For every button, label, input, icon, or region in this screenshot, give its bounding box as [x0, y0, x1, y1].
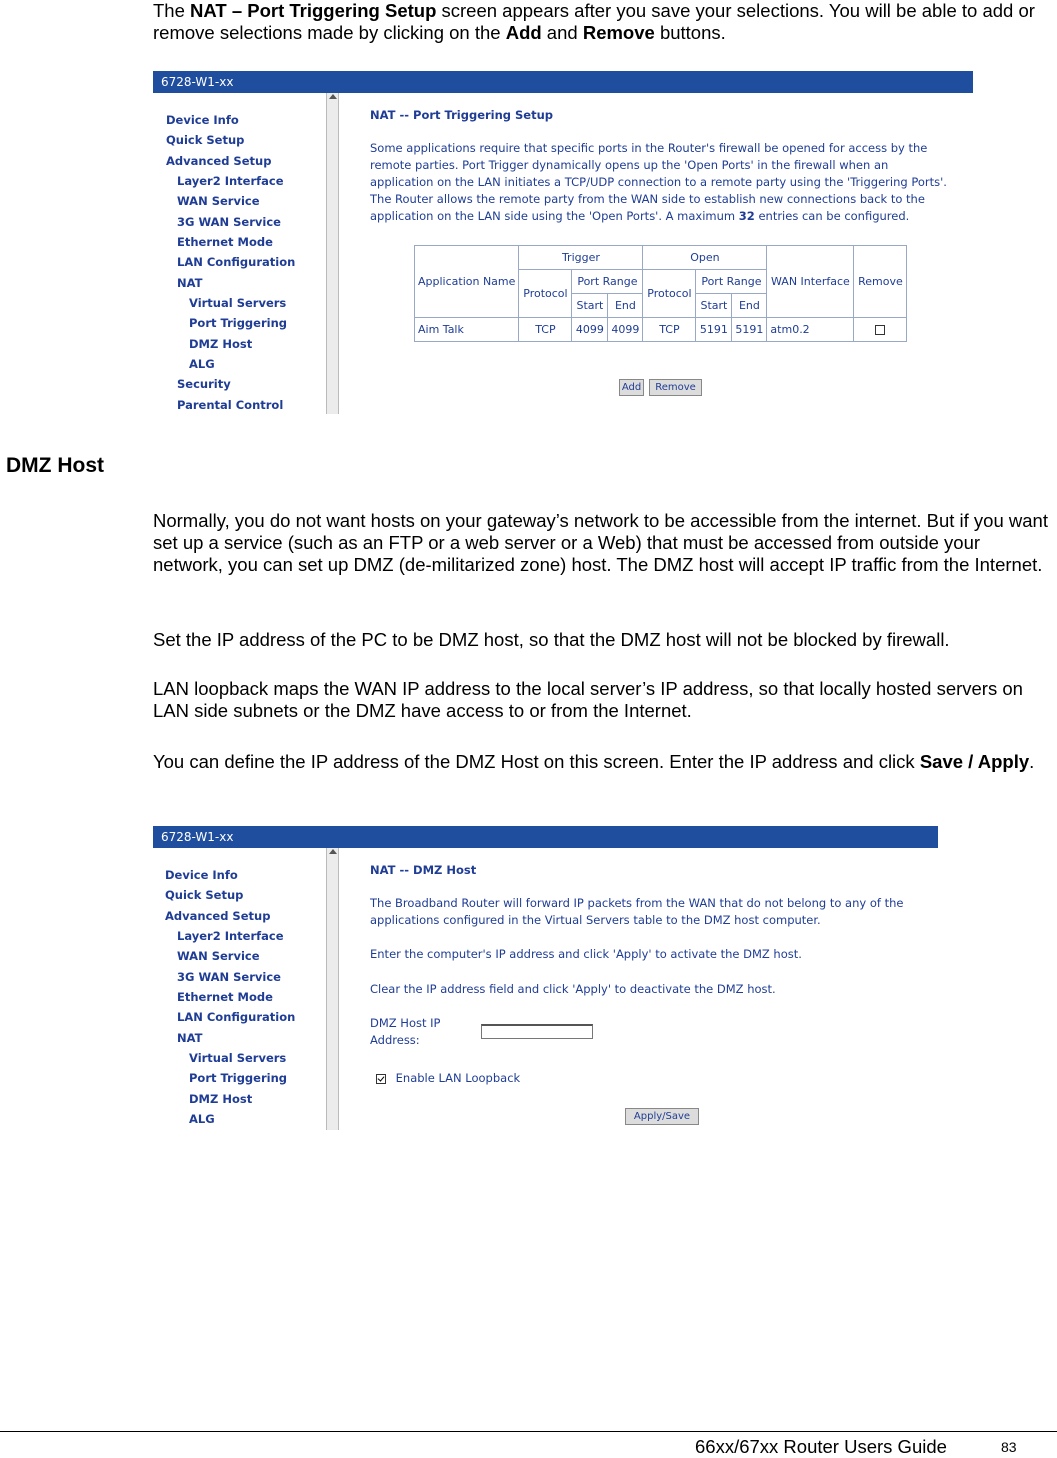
apply-save-button[interactable]: Apply/Save: [625, 1108, 699, 1125]
sidebar-nav: [153, 848, 325, 1130]
header-trigger-port-range: Port Range: [572, 270, 643, 294]
page-title: NAT -- Port Triggering Setup: [370, 108, 554, 122]
scroll-up-arrow-icon[interactable]: [329, 849, 337, 854]
header-open-start: Start: [696, 294, 732, 318]
nav-layer2-interface[interactable]: Layer2 Interface: [177, 174, 284, 188]
dmz-ip-label: [370, 1015, 470, 1049]
nav-port-triggering[interactable]: Port Triggering: [189, 316, 287, 330]
nav-wan-service[interactable]: WAN Service: [177, 194, 260, 208]
window-title-bar: 6728-W1-xx: [153, 826, 938, 848]
cell-remove: [854, 318, 907, 342]
nav-device-info[interactable]: Device Info: [165, 868, 238, 882]
main-content: [370, 93, 963, 414]
dmz-ip-label-line2: Address:: [370, 1033, 420, 1047]
page-title: NAT -- DMZ Host: [370, 863, 477, 877]
dmz-activate-text: Enter the computer's IP address and click 'Apply' to activate the DMZ host.: [370, 947, 802, 961]
cell-open-protocol: TCP: [643, 318, 696, 342]
paragraph-2: Set the IP address of the PC to be DMZ host, so that the DMZ host will not be blocked by firewall.: [153, 629, 950, 650]
nav-nat[interactable]: NAT: [177, 276, 203, 290]
nav-virtual-servers[interactable]: Virtual Servers: [189, 1051, 287, 1065]
cell-wan-interface: atm0.2: [767, 318, 854, 342]
dmz-ip-label-line1: DMZ Host IP: [370, 1016, 441, 1030]
description-text: Some applications require that specific ports in the Router's firewall be opened for access by the remote parties. Port Trigger dynamically opens up the 'Open Ports' in the firewall when an application on the LAN initiates a TCP/UDP connection to a remote party using the 'Triggering Ports'. The Router allows the remote party from the WAN side to establish new connections back to the application on the LAN side using the 'Open Ports'. A maximum: [370, 141, 947, 223]
cell-open-start: 5191: [696, 318, 732, 342]
scroll-up-arrow-icon[interactable]: [329, 94, 337, 99]
port-triggering-screenshot: [153, 71, 973, 414]
sidebar-scrollbar[interactable]: [326, 848, 339, 1130]
lan-loopback-label: Enable LAN Loopback: [395, 1071, 521, 1085]
nav-quick-setup[interactable]: Quick Setup: [166, 133, 245, 147]
window-title-bar: 6728-W1-xx: [153, 71, 973, 93]
header-remove: Remove: [854, 246, 907, 318]
header-trigger-protocol: Protocol: [519, 270, 572, 318]
intro-bold-add: Add: [505, 22, 542, 43]
sidebar-nav: [153, 93, 325, 414]
header-trigger-start: Start: [572, 294, 608, 318]
cell-trigger-start: 4099: [572, 318, 608, 342]
dmz-host-screenshot: [153, 826, 938, 1130]
dmz-host-ip-input[interactable]: [481, 1024, 593, 1039]
port-trigger-table: [414, 245, 907, 342]
intro-bold-remove: Remove: [582, 22, 655, 43]
loopback-row: [376, 1071, 520, 1085]
paragraph-4: [153, 751, 1053, 773]
nav-virtual-servers[interactable]: Virtual Servers: [189, 296, 287, 310]
paragraph-4-bold: Save / Apply: [919, 751, 1030, 772]
nav-alg[interactable]: ALG: [189, 1112, 215, 1126]
cell-trigger-protocol: TCP: [519, 318, 572, 342]
nav-quick-setup[interactable]: Quick Setup: [165, 888, 244, 902]
nav-dmz-host[interactable]: DMZ Host: [189, 1092, 253, 1106]
nav-lan-configuration[interactable]: LAN Configuration: [177, 255, 296, 269]
nav-parental-control[interactable]: Parental Control: [177, 398, 284, 412]
intro-text: buttons.: [654, 22, 726, 43]
intro-paragraph: [153, 0, 1053, 44]
intro-text: and: [541, 22, 583, 43]
intro-bold-title: NAT – Port Triggering Setup: [190, 0, 437, 21]
footer-divider: [0, 1431, 1057, 1432]
paragraph-4-text: .: [1029, 751, 1035, 772]
paragraph-4-text: You can define the IP address of the DMZ Host on this screen. Enter the IP address and click: [153, 751, 920, 772]
intro-text: screen appears after you save your selections. You will be able to add or remove selections made by clicking on the: [153, 0, 1035, 43]
header-open-end: End: [732, 294, 767, 318]
remove-button[interactable]: Remove: [649, 379, 702, 396]
nav-security[interactable]: Security: [177, 377, 231, 391]
nav-3g-wan-service[interactable]: 3G WAN Service: [177, 970, 281, 984]
main-content: [370, 848, 928, 1130]
description-text: entries can be configured.: [754, 209, 910, 223]
page-description: [370, 140, 948, 225]
intro-text: The: [153, 0, 191, 21]
table-row: [415, 318, 907, 342]
dmz-description: The Broadband Router will forward IP packets from the WAN that do not belong to any of the applications configured in the Virtual Servers table to the DMZ host computer.: [370, 896, 904, 927]
nav-wan-service[interactable]: WAN Service: [177, 949, 260, 963]
paragraph-3: LAN loopback maps the WAN IP address to the local server’s IP address, so that locally hosted servers on LAN side subnets or the DMZ have access to or from the Internet.: [153, 678, 1023, 721]
header-app-name: Application Name: [415, 246, 519, 318]
header-open-protocol: Protocol: [643, 270, 696, 318]
nav-dmz-host[interactable]: DMZ Host: [189, 337, 253, 351]
dmz-deactivate-text: Clear the IP address field and click 'Apply' to deactivate the DMZ host.: [370, 982, 776, 996]
dmz-host-heading: DMZ Host: [6, 454, 104, 477]
cell-open-end: 5191: [732, 318, 767, 342]
nav-ethernet-mode[interactable]: Ethernet Mode: [177, 235, 273, 249]
header-open: Open: [643, 246, 767, 270]
nav-nat[interactable]: NAT: [177, 1031, 203, 1045]
nav-layer2-interface[interactable]: Layer2 Interface: [177, 929, 284, 943]
cell-app-name: Aim Talk: [415, 318, 519, 342]
max-entries-count: 32: [738, 209, 755, 223]
footer-guide-title: 66xx/67xx Router Users Guide: [695, 1436, 947, 1457]
page-number: 83: [1001, 1439, 1017, 1455]
nav-lan-configuration[interactable]: LAN Configuration: [177, 1010, 296, 1024]
header-open-port-range: Port Range: [696, 270, 767, 294]
nav-device-info[interactable]: Device Info: [166, 113, 239, 127]
nav-advanced-setup[interactable]: Advanced Setup: [166, 154, 272, 168]
nav-port-triggering[interactable]: Port Triggering: [189, 1071, 287, 1085]
lan-loopback-checkbox[interactable]: [376, 1074, 386, 1084]
paragraph-1: Normally, you do not want hosts on your gateway’s network to be accessible from the internet. But if you want set up a service (such as an FTP or a web server or a Web) that must be accessed from outside your network, you can set up DMZ (de-militarized zone) host. The DMZ host will accept IP traffic from the Internet.: [153, 510, 1048, 575]
remove-checkbox[interactable]: [875, 325, 885, 335]
header-trigger-end: End: [608, 294, 643, 318]
nav-alg[interactable]: ALG: [189, 357, 215, 371]
nav-3g-wan-service[interactable]: 3G WAN Service: [177, 215, 281, 229]
cell-trigger-end: 4099: [608, 318, 643, 342]
add-button[interactable]: Add: [619, 379, 644, 396]
nav-ethernet-mode[interactable]: Ethernet Mode: [177, 990, 273, 1004]
sidebar-scrollbar[interactable]: [326, 93, 339, 414]
header-trigger: Trigger: [519, 246, 643, 270]
nav-advanced-setup[interactable]: Advanced Setup: [165, 909, 271, 923]
header-wan-interface: WAN Interface: [767, 246, 854, 318]
